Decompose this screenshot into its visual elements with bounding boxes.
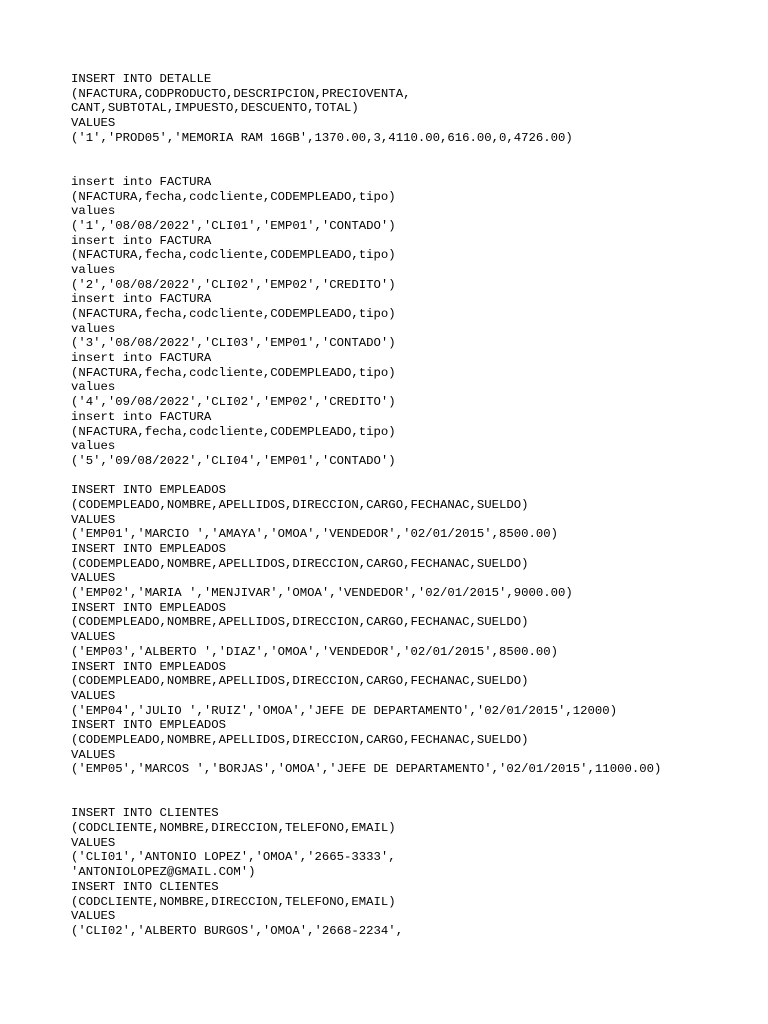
blank-line <box>71 160 761 175</box>
blank-line <box>71 792 761 807</box>
sql-line: INSERT INTO EMPLEADOS <box>71 718 226 733</box>
sql-line: 'ANTONIOLOPEZ@GMAIL.COM') <box>71 865 256 880</box>
sql-line: (CODEMPLEADO,NOMBRE,APELLIDOS,DIRECCION,CARGO,FECHANAC,SUELDO) <box>71 556 529 571</box>
sql-line: VALUES <box>71 512 116 527</box>
sql-line: values <box>71 380 116 395</box>
sql-line: (NFACTURA,CODPRODUCTO,DESCRIPCION,PRECIOVENTA, <box>71 86 411 101</box>
sql-line: ('1','PROD05','MEMORIA RAM 16GB',1370.00,3,4110.00,616.00,0,4726.00) <box>71 130 573 145</box>
sql-line: (CODEMPLEADO,NOMBRE,APELLIDOS,DIRECCION,CARGO,FECHANAC,SUELDO) <box>71 615 529 630</box>
sql-line: (NFACTURA,fecha,codcliente,CODEMPLEADO,tipo) <box>71 424 396 439</box>
sql-line: insert into FACTURA <box>71 292 212 307</box>
sql-line: ('1','08/08/2022','CLI01','EMP01','CONTADO') <box>71 218 396 233</box>
sql-line: INSERT INTO CLIENTES <box>71 806 219 821</box>
sql-line: insert into FACTURA <box>71 174 212 189</box>
sql-line: VALUES <box>71 835 116 850</box>
sql-line: INSERT INTO EMPLEADOS <box>71 483 226 498</box>
sql-line: ('5','09/08/2022','CLI04','EMP01','CONTADO') <box>71 453 396 468</box>
sql-line: ('3','08/08/2022','CLI03','EMP01','CONTADO') <box>71 336 396 351</box>
sql-line: (NFACTURA,fecha,codcliente,CODEMPLEADO,tipo) <box>71 365 396 380</box>
sql-line: ('EMP02','MARIA ','MENJIVAR','OMOA','VENDEDOR','02/01/2015',9000.00) <box>71 586 573 601</box>
sql-line: (CODCLIENTE,NOMBRE,DIRECCION,TELEFONO,EMAIL) <box>71 821 396 836</box>
sql-line: VALUES <box>71 116 116 131</box>
sql-line: VALUES <box>71 909 116 924</box>
sql-line: CANT,SUBTOTAL,IMPUESTO,DESCUENTO,TOTAL) <box>71 101 359 116</box>
sql-line: values <box>71 204 116 219</box>
blank-line <box>71 777 761 792</box>
sql-line: (CODCLIENTE,NOMBRE,DIRECCION,TELEFONO,EMAIL) <box>71 894 396 909</box>
sql-line: VALUES <box>71 571 116 586</box>
sql-line: values <box>71 262 116 277</box>
sql-line: INSERT INTO EMPLEADOS <box>71 542 226 556</box>
sql-line: (CODEMPLEADO,NOMBRE,APELLIDOS,DIRECCION,CARGO,FECHANAC,SUELDO) <box>71 497 529 512</box>
sql-line: INSERT INTO DETALLE <box>71 72 212 86</box>
sql-line: insert into FACTURA <box>71 351 212 366</box>
sql-line: VALUES <box>71 630 116 645</box>
sql-line: (CODEMPLEADO,NOMBRE,APELLIDOS,DIRECCION,CARGO,FECHANAC,SUELDO) <box>71 674 529 689</box>
sql-line: (CODEMPLEADO,NOMBRE,APELLIDOS,DIRECCION,CARGO,FECHANAC,SUELDO) <box>71 732 529 747</box>
blank-line <box>71 469 761 484</box>
sql-line: VALUES <box>71 688 116 703</box>
sql-line: ('EMP05','MARCOS ','BORJAS','OMOA','JEFE DE DEPARTAMENTO','02/01/2015',11000.00) <box>71 762 662 777</box>
sql-line: ('2','08/08/2022','CLI02','EMP02','CREDITO') <box>71 277 396 292</box>
sql-line: ('CLI02','ALBERTO BURGOS','OMOA','2668-2234', <box>71 923 404 938</box>
sql-line: (NFACTURA,fecha,codcliente,CODEMPLEADO,tipo) <box>71 307 396 321</box>
sql-line: INSERT INTO CLIENTES <box>71 879 219 894</box>
sql-line: (NFACTURA,fecha,codcliente,CODEMPLEADO,tipo) <box>71 189 396 204</box>
sql-line: (NFACTURA,fecha,codcliente,CODEMPLEADO,tipo) <box>71 248 396 263</box>
sql-line: ('EMP01','MARCIO ','AMAYA','OMOA','VENDEDOR','02/01/2015',8500.00) <box>71 527 559 542</box>
document-page <box>71 72 761 939</box>
sql-line: insert into FACTURA <box>71 233 212 248</box>
sql-line: ('EMP03','ALBERTO ','DIAZ','OMOA','VENDEDOR','02/01/2015',8500.00) <box>71 644 559 659</box>
sql-line: ('4','09/08/2022','CLI02','EMP02','CREDITO') <box>71 395 396 410</box>
sql-line: ('CLI01','ANTONIO LOPEZ','OMOA','2665-3333', <box>71 850 396 865</box>
sql-line: insert into FACTURA <box>71 409 212 424</box>
sql-line: VALUES <box>71 747 116 762</box>
sql-line: INSERT INTO EMPLEADOS <box>71 659 226 674</box>
sql-line: values <box>71 321 116 336</box>
sql-line: values <box>71 439 116 454</box>
sql-line: ('EMP04','JULIO ','RUIZ','OMOA','JEFE DE DEPARTAMENTO','02/01/2015',12000) <box>71 703 618 718</box>
blank-line <box>71 145 761 160</box>
sql-line: INSERT INTO EMPLEADOS <box>71 600 226 615</box>
